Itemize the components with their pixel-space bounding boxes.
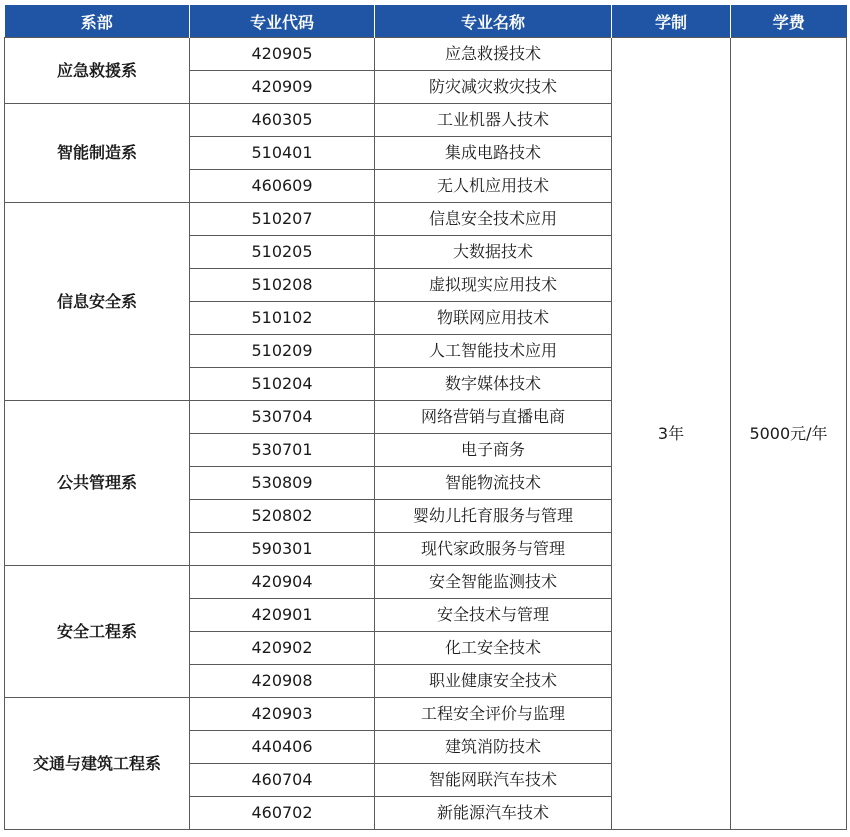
major-name-cell: 虚拟现实应用技术 (375, 269, 612, 302)
major-code-cell: 590301 (190, 533, 375, 566)
major-code-cell: 510207 (190, 203, 375, 236)
major-code-cell: 530701 (190, 434, 375, 467)
major-code-cell: 510208 (190, 269, 375, 302)
major-code-cell: 420909 (190, 71, 375, 104)
major-code-cell: 520802 (190, 500, 375, 533)
department-cell: 智能制造系 (5, 104, 190, 203)
major-code-cell: 510204 (190, 368, 375, 401)
major-name-cell: 信息安全技术应用 (375, 203, 612, 236)
major-name-cell: 防灾减灾救灾技术 (375, 71, 612, 104)
major-code-cell: 440406 (190, 731, 375, 764)
major-code-cell: 420904 (190, 566, 375, 599)
major-name-cell: 建筑消防技术 (375, 731, 612, 764)
major-name-cell: 婴幼儿托育服务与管理 (375, 500, 612, 533)
header-duration: 学制 (612, 5, 731, 38)
header-major-name: 专业名称 (375, 5, 612, 38)
header-major-code: 专业代码 (190, 5, 375, 38)
major-name-cell: 安全技术与管理 (375, 599, 612, 632)
department-cell: 公共管理系 (5, 401, 190, 566)
major-code-cell: 420905 (190, 38, 375, 71)
header-tuition: 学费 (731, 5, 847, 38)
major-code-cell: 530809 (190, 467, 375, 500)
table-body (5, 38, 847, 830)
major-code-cell: 420902 (190, 632, 375, 665)
major-code-cell: 420903 (190, 698, 375, 731)
tuition-cell: 5000元/年 (731, 38, 847, 830)
major-code-cell: 510209 (190, 335, 375, 368)
table-row (5, 38, 847, 71)
major-code-cell: 460702 (190, 797, 375, 830)
header-row (5, 5, 847, 38)
major-name-cell: 集成电路技术 (375, 137, 612, 170)
major-name-cell: 安全智能监测技术 (375, 566, 612, 599)
major-code-cell: 510401 (190, 137, 375, 170)
major-name-cell: 新能源汽车技术 (375, 797, 612, 830)
department-cell: 交通与建筑工程系 (5, 698, 190, 830)
major-code-cell: 510205 (190, 236, 375, 269)
major-code-cell: 460305 (190, 104, 375, 137)
major-name-cell: 无人机应用技术 (375, 170, 612, 203)
department-cell: 应急救援系 (5, 38, 190, 104)
major-name-cell: 数字媒体技术 (375, 368, 612, 401)
duration-cell: 3年 (612, 38, 731, 830)
major-name-cell: 智能网联汽车技术 (375, 764, 612, 797)
major-code-cell: 460704 (190, 764, 375, 797)
major-name-cell: 工业机器人技术 (375, 104, 612, 137)
major-name-cell: 物联网应用技术 (375, 302, 612, 335)
department-cell: 安全工程系 (5, 566, 190, 698)
major-name-cell: 大数据技术 (375, 236, 612, 269)
major-code-cell: 510102 (190, 302, 375, 335)
major-name-cell: 人工智能技术应用 (375, 335, 612, 368)
major-name-cell: 电子商务 (375, 434, 612, 467)
major-name-cell: 应急救援技术 (375, 38, 612, 71)
major-code-cell: 420901 (190, 599, 375, 632)
major-code-cell: 460609 (190, 170, 375, 203)
major-name-cell: 化工安全技术 (375, 632, 612, 665)
major-name-cell: 工程安全评价与监理 (375, 698, 612, 731)
major-name-cell: 现代家政服务与管理 (375, 533, 612, 566)
majors-table (4, 5, 847, 830)
major-name-cell: 智能物流技术 (375, 467, 612, 500)
major-code-cell: 420908 (190, 665, 375, 698)
department-cell: 信息安全系 (5, 203, 190, 401)
header-department: 系部 (5, 5, 190, 38)
major-name-cell: 网络营销与直播电商 (375, 401, 612, 434)
major-code-cell: 530704 (190, 401, 375, 434)
major-name-cell: 职业健康安全技术 (375, 665, 612, 698)
